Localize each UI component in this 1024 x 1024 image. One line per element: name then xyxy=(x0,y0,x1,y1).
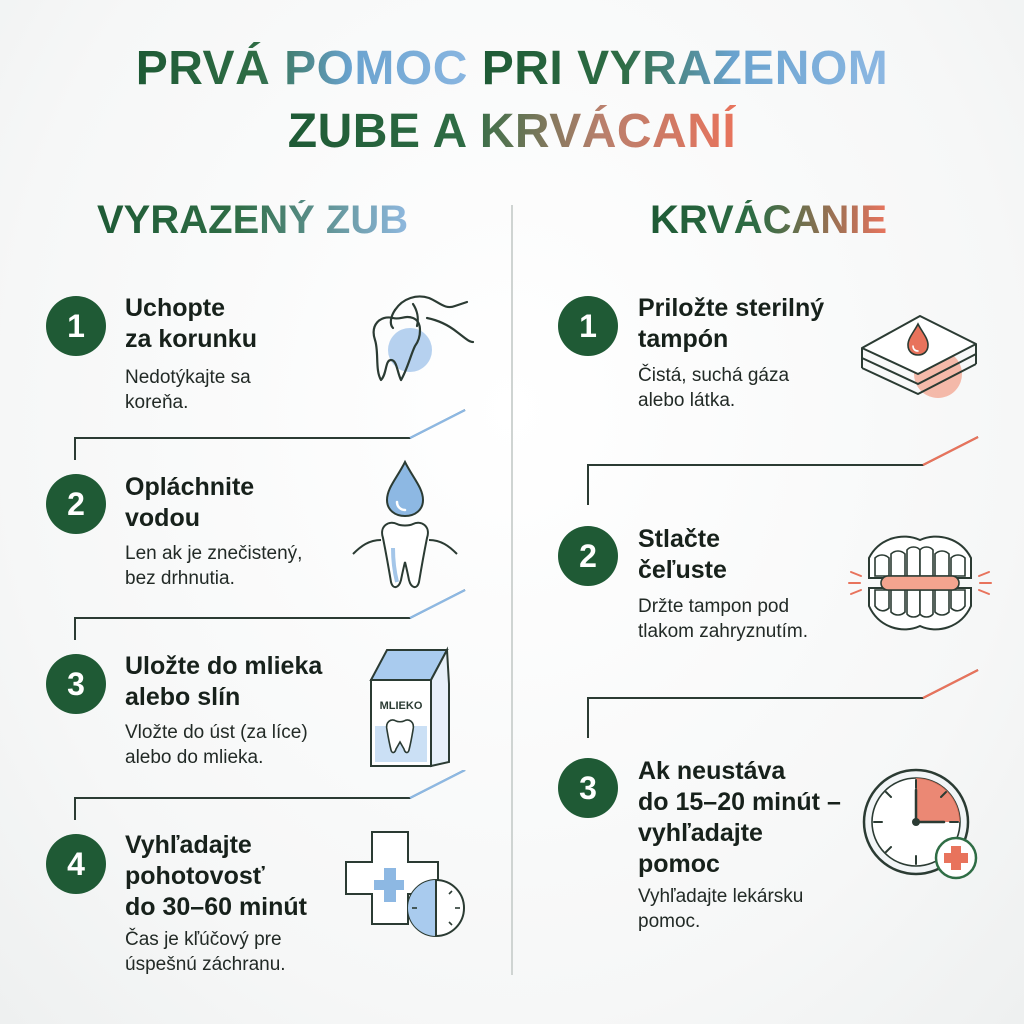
title-line: Priložte sterilný xyxy=(638,294,825,322)
desc-line: Vyhľadajte lekársku xyxy=(638,886,804,907)
title-part-b: PRI VYRAZENOM xyxy=(481,42,889,95)
column-divider xyxy=(511,205,513,975)
left-step-2-description xyxy=(125,541,302,591)
desc-line: Len ak je znečistený, xyxy=(125,543,303,564)
title-line: tampón xyxy=(638,325,729,353)
title-line: Uložte do mlieka xyxy=(125,652,323,680)
right-step-2-description xyxy=(638,594,808,644)
milk-carton-icon xyxy=(365,646,455,772)
left-step-4-description xyxy=(125,927,286,977)
title-line: Ak neustáva xyxy=(638,757,786,785)
step-number-badge: 3 xyxy=(558,758,618,818)
connector-line xyxy=(70,405,470,465)
title-line: čeľuste xyxy=(638,556,727,584)
main-title-line-1 xyxy=(0,42,1024,95)
step-number-badge: 1 xyxy=(558,296,618,356)
desc-line: úspešnú záchranu. xyxy=(125,954,286,975)
connector-line xyxy=(70,770,470,830)
desc-line: tlakom zahryznutím. xyxy=(638,621,808,642)
milk-carton-label: MLIEKO xyxy=(379,700,423,712)
gauze-blood-icon xyxy=(858,298,983,408)
desc-line: alebo do mlieka. xyxy=(125,747,264,768)
left-step-1-title xyxy=(125,293,257,355)
left-step-3-description xyxy=(125,720,308,770)
right-step-2-title xyxy=(638,524,727,586)
timer-medical-icon xyxy=(858,764,986,889)
hand-holding-tooth-icon xyxy=(355,280,475,400)
left-step-2-title xyxy=(125,472,254,534)
right-step-1-title xyxy=(638,293,824,355)
main-title-line-2 xyxy=(0,105,1024,158)
step-number-badge: 4 xyxy=(46,834,106,894)
desc-line: pomoc. xyxy=(638,911,701,932)
title-line: Vyhľadajte xyxy=(125,831,252,859)
title-line: vodou xyxy=(125,504,200,532)
title-line: Opláchnite xyxy=(125,473,255,501)
right-step-1-description xyxy=(638,363,789,413)
water-drop-tooth-icon xyxy=(345,458,475,598)
desc-line: Vložte do úst (za líce) xyxy=(125,722,308,743)
desc-line: Čas je kľúčový pre xyxy=(125,929,282,950)
clenched-teeth-icon xyxy=(845,528,995,640)
title-line: do 15–20 minút – xyxy=(638,788,841,816)
section-heading-knocked-out-tooth: VYRAZENÝ ZUB xyxy=(97,198,409,242)
title-line: pomoc xyxy=(638,850,720,878)
right-step-3-title xyxy=(638,756,841,880)
desc-line: bez drhnutia. xyxy=(125,568,235,589)
left-step-4-title xyxy=(125,830,307,923)
connector-line xyxy=(583,668,983,743)
step-number-badge: 1 xyxy=(46,296,106,356)
step-number-badge: 2 xyxy=(558,526,618,586)
step-number-badge: 3 xyxy=(46,654,106,714)
step-number-badge: 2 xyxy=(46,474,106,534)
desc-line: koreňa. xyxy=(125,392,189,413)
title-line: za korunku xyxy=(125,325,257,353)
title-line: do 30–60 minút xyxy=(125,893,307,921)
title-line: alebo slín xyxy=(125,683,241,711)
connector-line xyxy=(583,435,983,510)
desc-line: Držte tampon pod xyxy=(638,596,790,617)
desc-line: Čistá, suchá gáza xyxy=(638,365,790,386)
section-heading-bleeding: KRVÁCANIE xyxy=(650,198,888,242)
connector-line xyxy=(70,585,470,645)
title-line-2-text: ZUBE A KRVÁCANÍ xyxy=(287,105,737,158)
title-line: pohotovosť xyxy=(125,862,265,890)
left-step-3-title xyxy=(125,651,322,713)
title-line: Uchopte xyxy=(125,294,225,322)
right-step-3-description xyxy=(638,884,803,934)
medical-cross-clock-icon xyxy=(342,828,472,940)
desc-line: alebo látka. xyxy=(638,390,736,411)
title-part-a: PRVÁ POMOC xyxy=(135,42,482,95)
desc-line: Nedotýkajte sa xyxy=(125,367,251,388)
title-line: vyhľadajte xyxy=(638,819,763,847)
title-line: Stlačte xyxy=(638,525,720,553)
